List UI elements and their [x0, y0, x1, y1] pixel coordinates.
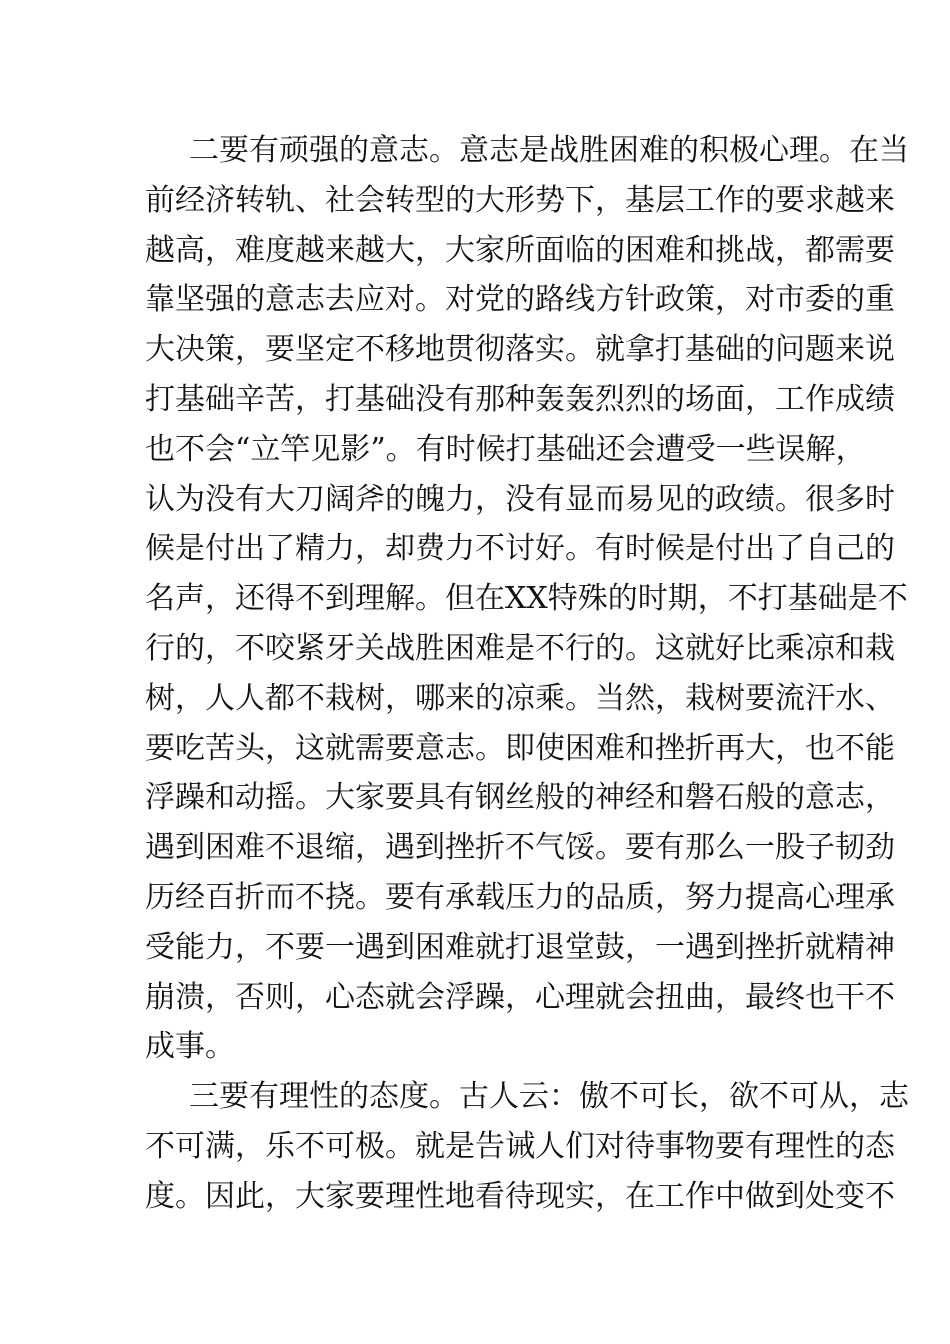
paragraph-1-line-8: 认为没有大刀阔斧的魄力，没有显而易见的政绩。很多时 — [145, 481, 895, 517]
paragraph-2-line-3: 度。因此，大家要理性地看待现实，在工作中做到处变不 — [145, 1178, 895, 1214]
paragraph-1-line-13: 要吃苦头，这就需要意志。即使困难和挫折再大，也不能 — [145, 730, 895, 766]
paragraph-1-line-9: 候是付出了精力，却费力不讨好。有时候是付出了自己的 — [145, 531, 895, 567]
paragraph-1-line-7: 也不会“立竿见影”。有时候打基础还会遭受一些误解， — [145, 431, 866, 467]
paragraph-2-line-1: 三要有理性的态度。古人云：傲不可长，欲不可从，志 — [189, 1079, 909, 1115]
paragraph-1-line-6: 打基础辛苦，打基础没有那种轰轰烈烈的场面，工作成绩 — [145, 381, 895, 417]
paragraph-1-line-5: 大决策，要坚定不移地贯彻落实。就拿打基础的问题来说 — [145, 332, 895, 368]
paragraph-1-line-15: 遇到困难不退缩，遇到挫折不气馁。要有那么一股子韧劲 — [145, 830, 895, 866]
paragraph-1-line-3: 越高，难度越来越大，大家所面临的困难和挑战，都需要 — [145, 232, 895, 268]
paragraph-1-line-12: 树，人人都不栽树，哪来的凉乘。当然，栽树要流汗水、 — [145, 680, 895, 716]
paragraph-1-line-18: 崩溃，否则，心态就会浮躁，心理就会扭曲，最终也干不 — [145, 979, 895, 1015]
paragraph-1-line-19: 成事。 — [145, 1029, 235, 1065]
paragraph-1-line-14: 浮躁和动摇。大家要具有钢丝般的神经和磐石般的意志， — [145, 780, 895, 816]
paragraph-1-line-4: 靠坚强的意志去应对。对党的路线方针政策，对市委的重 — [145, 282, 895, 318]
document-body — [145, 126, 909, 1222]
paragraph-1-line-17: 受能力，不要一遇到困难就打退堂鼓，一遇到挫折就精神 — [145, 929, 895, 965]
paragraph-1-line-2: 前经济转轨、社会转型的大形势下，基层工作的要求越来 — [145, 182, 895, 218]
paragraph-1-line-16: 历经百折而不挠。要有承载压力的品质，努力提高心理承 — [145, 879, 895, 915]
paragraph-1-line-10: 名声，还得不到理解。但在XX特殊的时期，不打基础是不 — [145, 581, 908, 617]
paragraph-2-line-2: 不可满，乐不可极。就是告诫人们对待事物要有理性的态 — [145, 1128, 895, 1164]
paragraph-1-line-1: 二要有顽强的意志。意志是战胜困难的积极心理。在当 — [189, 133, 909, 168]
paragraph-1-line-11: 行的，不咬紧牙关战胜困难是不行的。这就好比乘凉和栽 — [145, 630, 895, 666]
